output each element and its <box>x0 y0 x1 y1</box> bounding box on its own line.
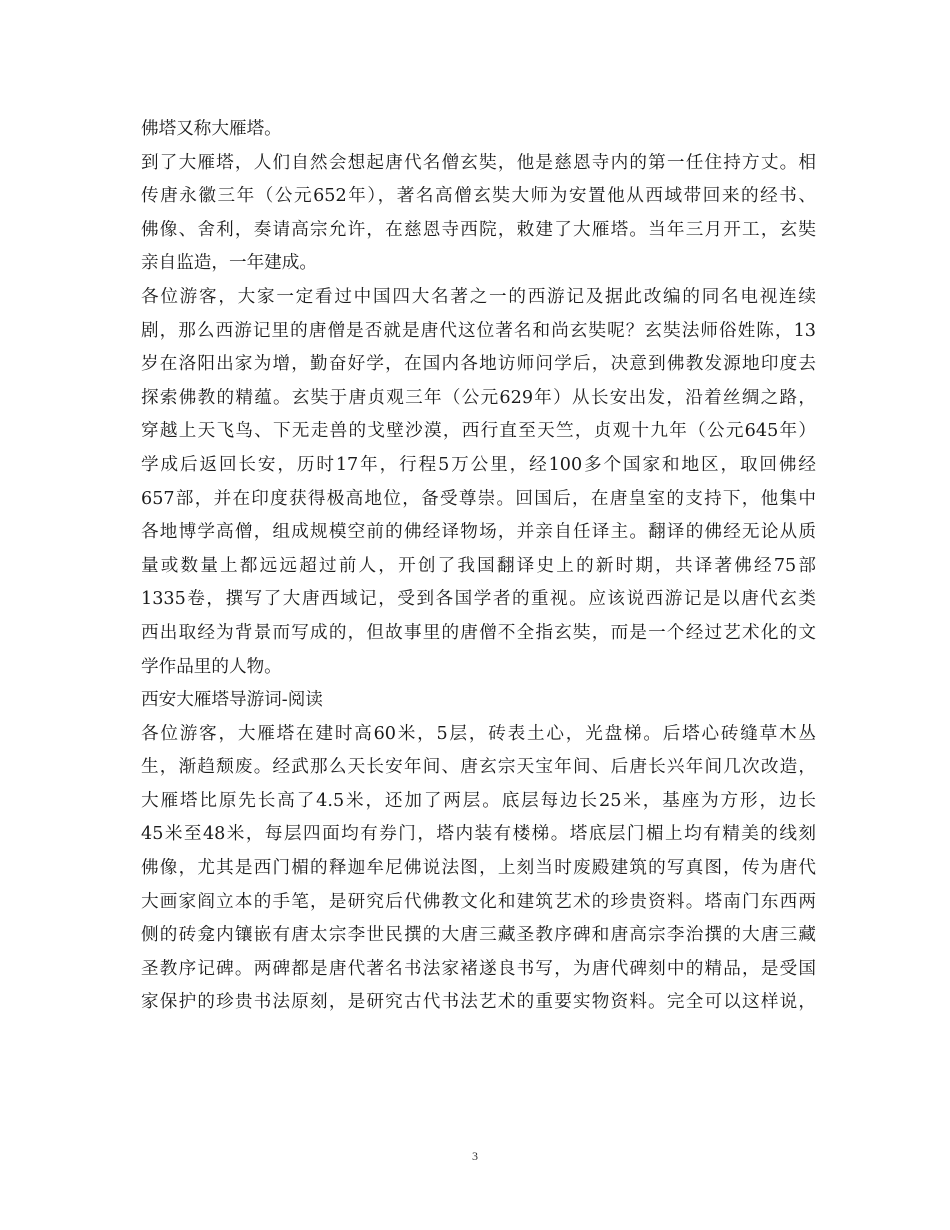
text-line: 家保护的珍贵书法原刻，是研究古代书法艺术的重要实物资料。完全可以这样说， <box>141 992 816 1013</box>
text-line: 西出取经为背景而写成的，但故事里的唐僧不全指玄奘，而是一个经过艺术化的文 <box>141 622 816 643</box>
text-line: 探索佛教的精蕴。玄奘于唐贞观三年（公元629年）从长安出发，沿着丝绸之路， <box>141 387 816 408</box>
text-line: 学成后返回长安，历时17年，行程5万公里，经100多个国家和地区，取回佛经 <box>141 454 816 475</box>
text-line: 圣教序记碑。两碑都是唐代著名书法家褚遂良书写，为唐代碑刻中的精品，是受国 <box>141 958 816 979</box>
text-line: 各位游客，大家一定看过中国四大名著之一的西游记及据此改编的同名电视连续 <box>141 286 816 307</box>
text-line: 各地博学高僧，组成规模空前的佛经译物场，并亲自任译主。翻译的佛经无论从质 <box>141 522 816 543</box>
text-line: 剧，那么西游记里的唐僧是否就是唐代这位著名和尚玄奘呢？玄奘法师俗姓陈，13 <box>141 320 816 341</box>
body-text <box>141 113 816 1020</box>
text-line: 学作品里的人物。 <box>141 656 282 677</box>
text-line: 岁在洛阳出家为增，勤奋好学，在国内各地访师问学后，决意到佛教发源地印度去 <box>141 354 816 375</box>
text-line: 量或数量上都远远超过前人，开创了我国翻译史上的新时期，共译著佛经75部 <box>141 555 816 576</box>
text-line: 侧的砖龛内镶嵌有唐太宗李世民撰的大唐三藏圣教序碑和唐高宗李治撰的大唐三藏 <box>141 925 816 946</box>
text-line: 佛像，尤其是西门楣的释迦牟尼佛说法图，上刻当时废殿建筑的写真图，传为唐代 <box>141 858 816 879</box>
text-line: 传唐永徽三年（公元652年），著名高僧玄奘大师为安置他从西域带回来的经书、 <box>141 186 816 207</box>
text-line: 大雁塔比原先长高了4.5米，还加了两层。底层每边长25米，基座为方形，边长 <box>141 790 816 811</box>
text-line: 西安大雁塔导游词-阅读 <box>141 690 323 711</box>
text-line: 1335卷，撰写了大唐西域记，受到各国学者的重视。应该说西游记是以唐代玄类 <box>141 589 816 610</box>
text-line: 45米至48米，每层四面均有券门，塔内装有楼梯。塔底层门楣上均有精美的线刻 <box>141 824 816 845</box>
text-line: 生，渐趋颓废。经武那么天长安年间、唐玄宗天宝年间、后唐长兴年间几次改造， <box>141 757 816 778</box>
page-number: 3 <box>472 1149 478 1163</box>
text-line: 亲自监造，一年建成。 <box>141 253 317 274</box>
text-line: 大画家阎立本的手笔，是研究后代佛教文化和建筑艺术的珍贵资料。塔南门东西两 <box>141 891 816 912</box>
text-line: 各位游客，大雁塔在建时高60米，5层，砖表土心，光盘梯。后塔心砖缝草木丛 <box>141 723 816 744</box>
text-line: 到了大雁塔，人们自然会想起唐代名僧玄奘，他是慈恩寺内的第一任住持方丈。相 <box>141 152 816 173</box>
text-line: 657部，并在印度获得极高地位，备受尊崇。回国后，在唐皇室的支持下，他集中 <box>141 488 816 509</box>
text-line: 佛塔又称大雁塔。 <box>141 119 282 139</box>
text-line: 穿越上天飞鸟、下无走兽的戈壁沙漠，西行直至天竺，贞观十九年（公元645年） <box>141 421 816 442</box>
text-line: 佛像、舍利，奏请高宗允许，在慈恩寺西院，敕建了大雁塔。当年三月开工，玄奘 <box>141 219 816 240</box>
